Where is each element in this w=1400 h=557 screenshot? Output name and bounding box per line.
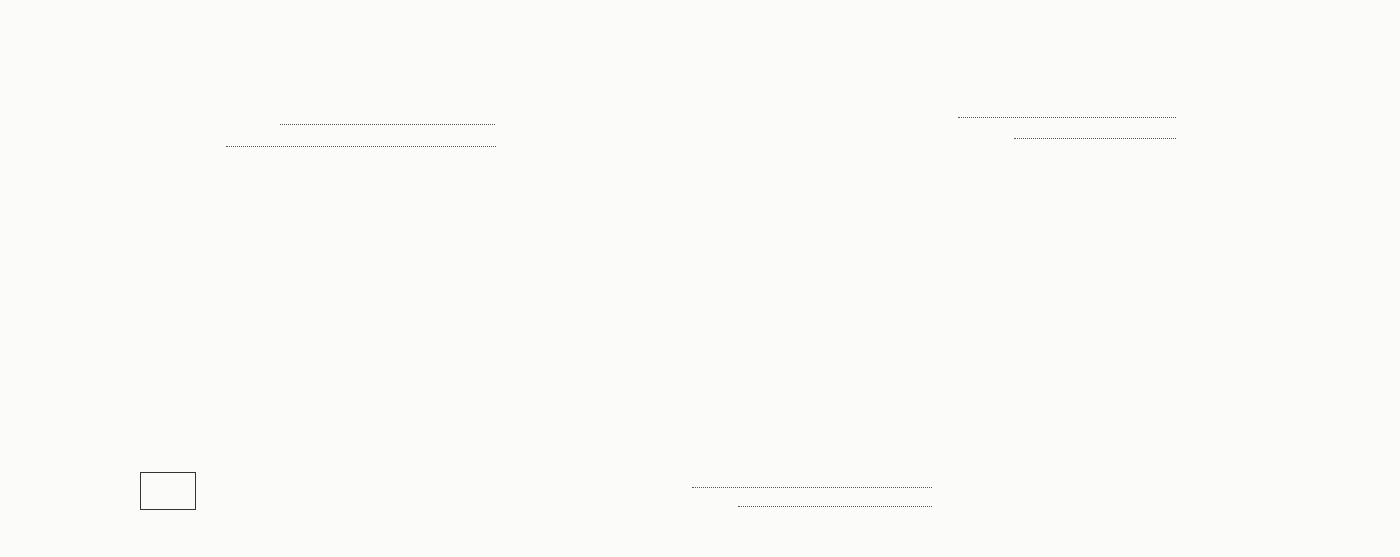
signature-line <box>692 487 932 488</box>
head-signature-line <box>738 506 932 507</box>
executive-committee-stamp <box>140 472 196 510</box>
